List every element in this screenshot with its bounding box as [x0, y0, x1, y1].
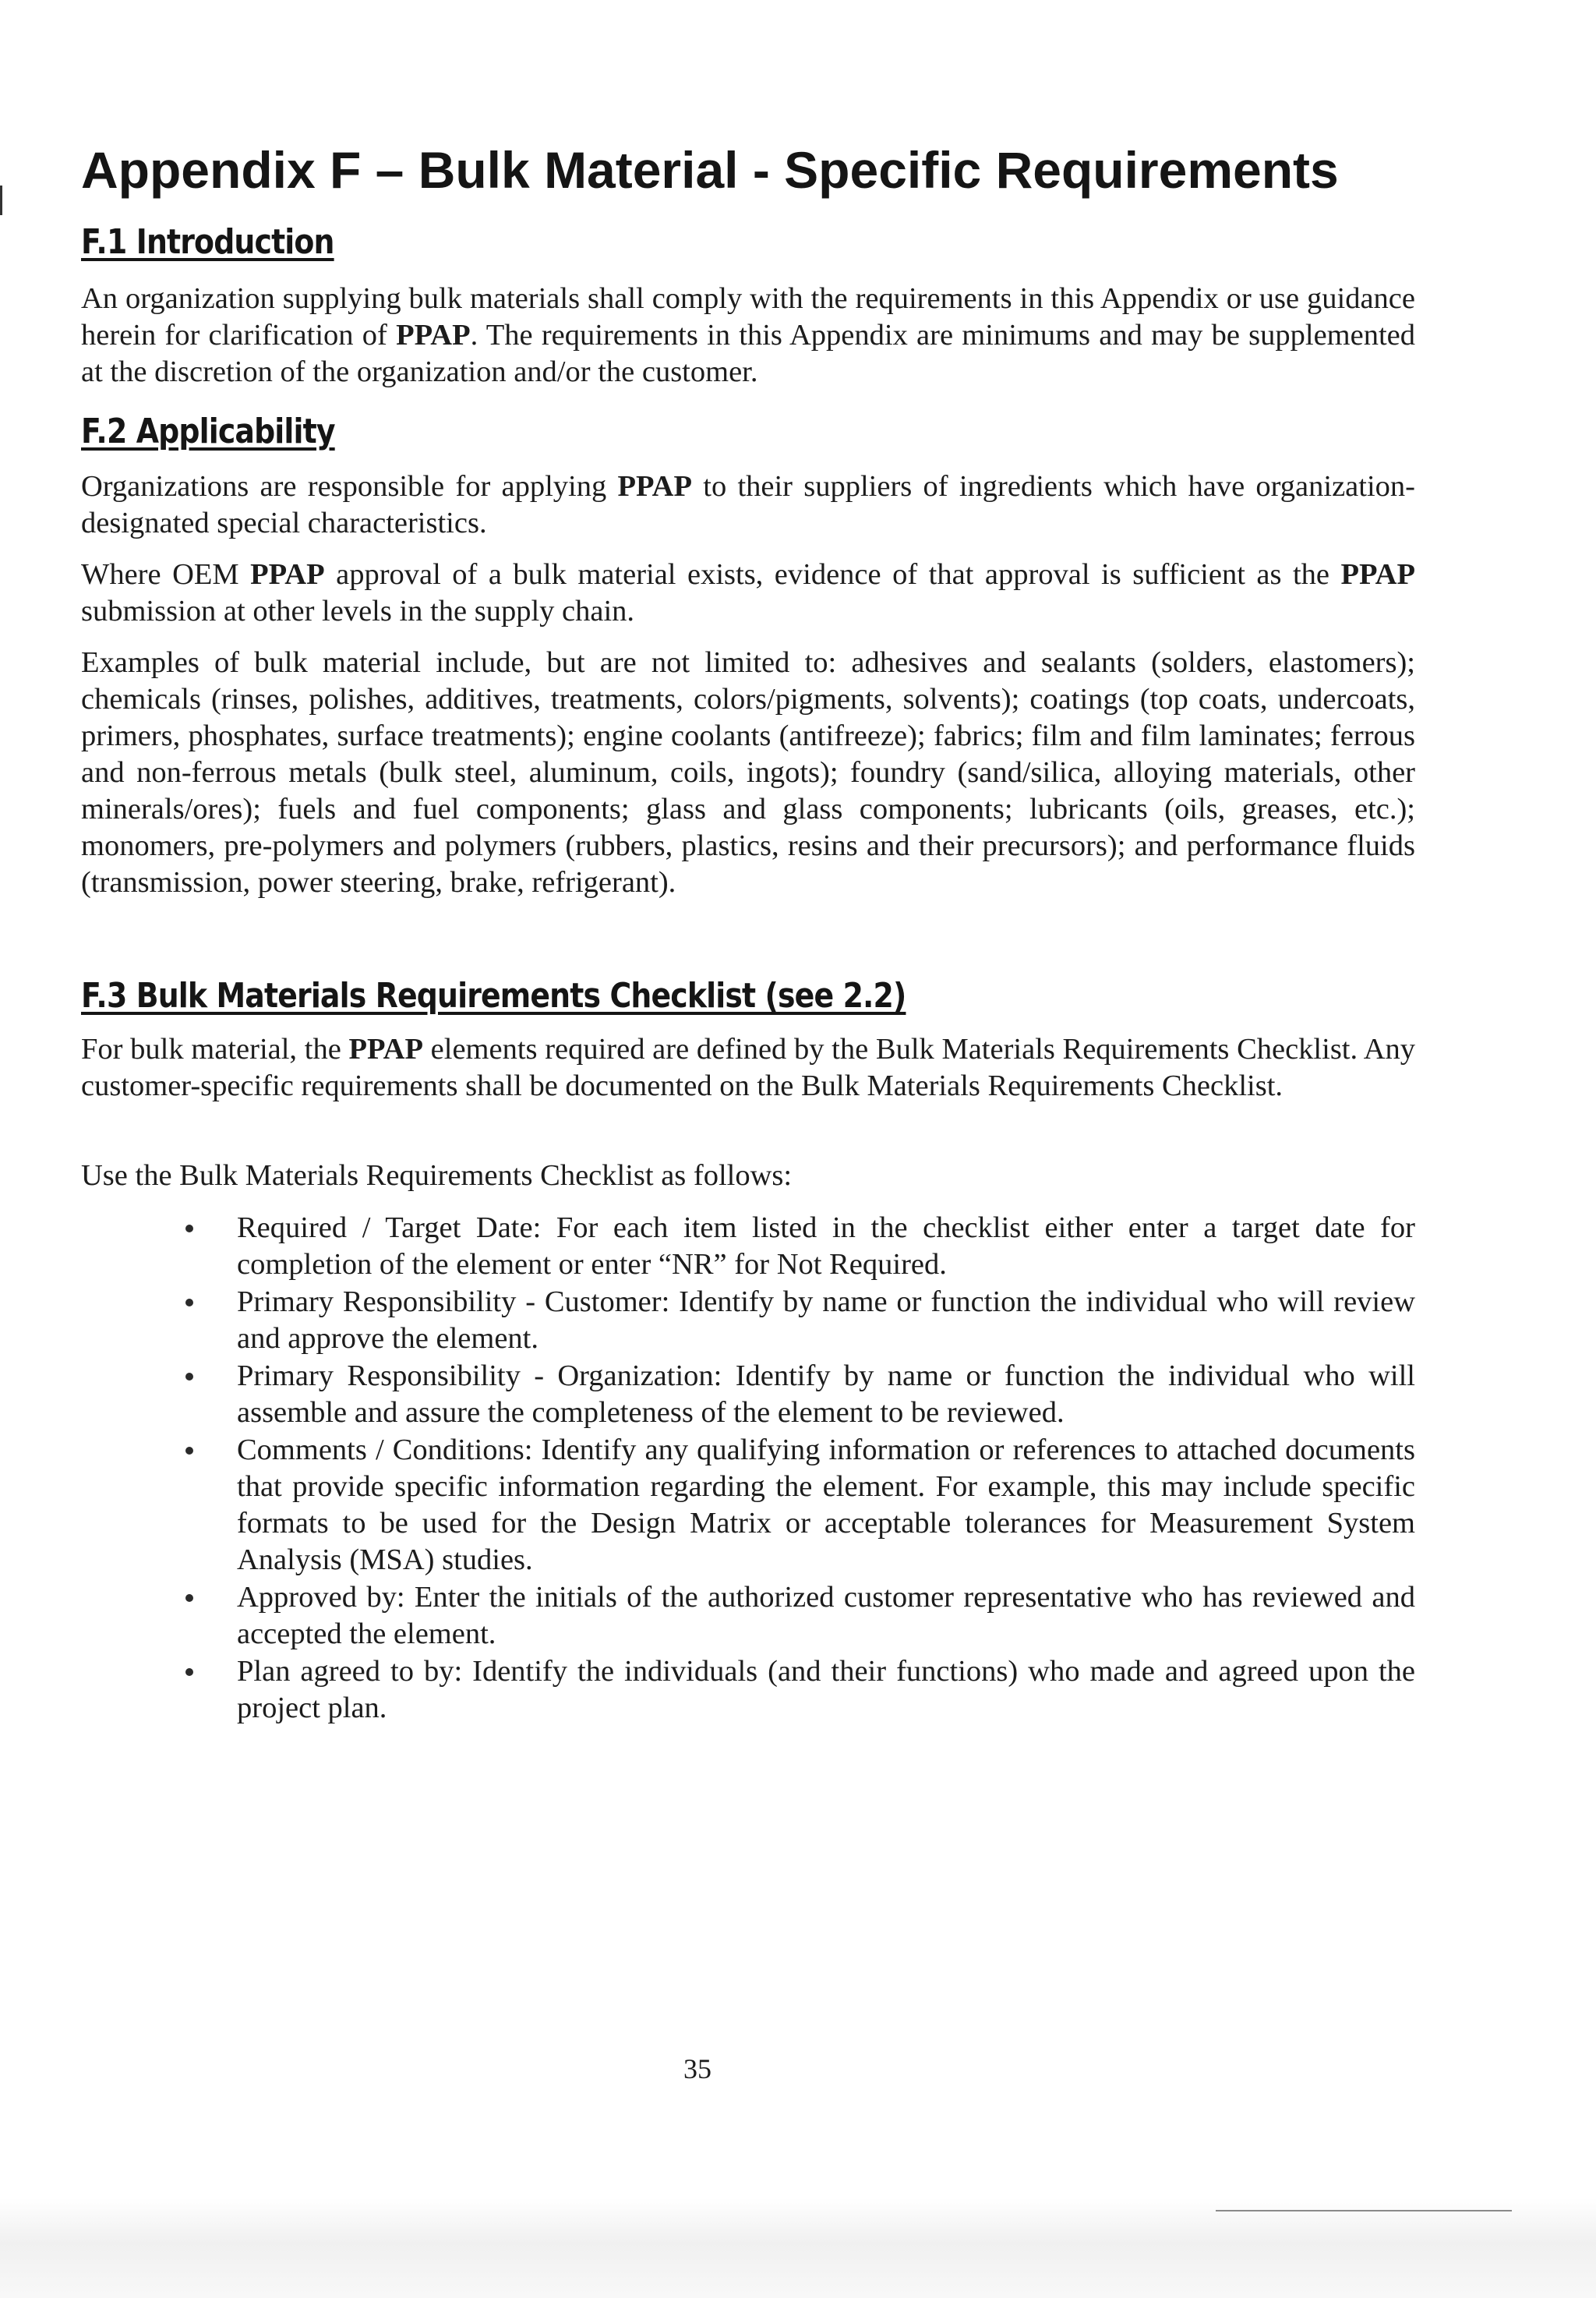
f3-paragraph-1: For bulk material, the PPAP elements required are defined by the Bulk Materials Requirements Checklist. Any customer-specific requirements shall be documented on the Bulk Materials Requirements Checklist. — [81, 1033, 1415, 1102]
bullet-dot-icon — [185, 1225, 193, 1232]
bullet-dot-icon — [185, 1373, 193, 1381]
f2-paragraph-2: Where OEM PPAP approval of a bulk material exists, evidence of that approval is sufficient as the PPAP submission at other levels in the supply chain. — [81, 558, 1415, 628]
bullet-dot-icon — [185, 1594, 193, 1602]
bullet-dot-icon — [185, 1299, 193, 1306]
list-item: Approved by: Enter the initials of the authorized customer representative who has reviewed and accepted the element. — [81, 1579, 1415, 1653]
checklist-usage-list — [81, 1210, 1415, 1727]
page-number: 35 — [683, 2053, 711, 2084]
section-heading-f3: F.3 Bulk Materials Requirements Checklist (see 2.2) — [81, 976, 906, 1016]
list-item: Primary Responsibility - Organization: Identify by name or function the individual who will assemble and assure the completeness of the element to be reviewed. — [81, 1358, 1415, 1431]
f2-paragraph-1: Organizations are responsible for applying PPAP to their suppliers of ingredients which have organization-designated special characteristics. — [81, 470, 1415, 539]
scan-margin-mark — [0, 186, 2, 215]
bullet-dot-icon — [185, 1668, 193, 1676]
list-item: Comments / Conditions: Identify any qualifying information or references to attached documents that provide specific information regarding the element. For example, this may include specific formats to be used for the Design Matrix or acceptable tolerances for Measurement System Analysis (MSA) studies. — [81, 1432, 1415, 1579]
page-title: Appendix F – Bulk Material - Specific Requirements — [81, 141, 1339, 199]
scan-edge-shadow — [0, 2198, 1596, 2298]
section-heading-f1: F.1 Introduction — [81, 222, 334, 262]
f2-paragraph-3: Examples of bulk material include, but are not limited to: adhesives and sealants (solders, elastomers); chemicals (rinses, polishes, additives, treatments, colors/pigments, solvents); coatings (top coats, undercoats, primers, phosphates, surface treatments); engine coolants (antifreeze); fabrics; film and film laminates; ferrous and non-ferrous metals (bulk steel, aluminum, coils, ingots); foundry (sand/silica, alloying materials, other minerals/ores); fuels and fuel components; glass and glass components; lubricants (oils, greases, etc.); monomers, pre-polymers and polymers (rubbers, plastics, resins and their precursors); and performance fluids (transmission, power steering, brake, refrigerant). — [81, 646, 1415, 899]
scan-edge-line — [1216, 2210, 1512, 2211]
bullet-dot-icon — [185, 1447, 193, 1455]
f1-paragraph-1: An organization supplying bulk materials shall comply with the requirements in this Appendix or use guidance herein for clarification of PPAP. The requirements in this Appendix are minimums and may be supplemented at the discretion of the organization and/or the customer. — [81, 282, 1416, 388]
list-item: Primary Responsibility - Customer: Identify by name or function the individual who will review and approve the element. — [81, 1284, 1415, 1357]
list-item: Required / Target Date: For each item listed in the checklist either enter a target date for completion of the element or enter “NR” for Not Required. — [81, 1210, 1415, 1283]
f3-paragraph-2: Use the Bulk Materials Requirements Checklist as follows: — [81, 1159, 793, 1192]
list-item: Plan agreed to by: Identify the individuals (and their functions) who made and agreed upon the project plan. — [81, 1653, 1415, 1727]
section-heading-f2: F.2 Applicability — [81, 412, 335, 451]
